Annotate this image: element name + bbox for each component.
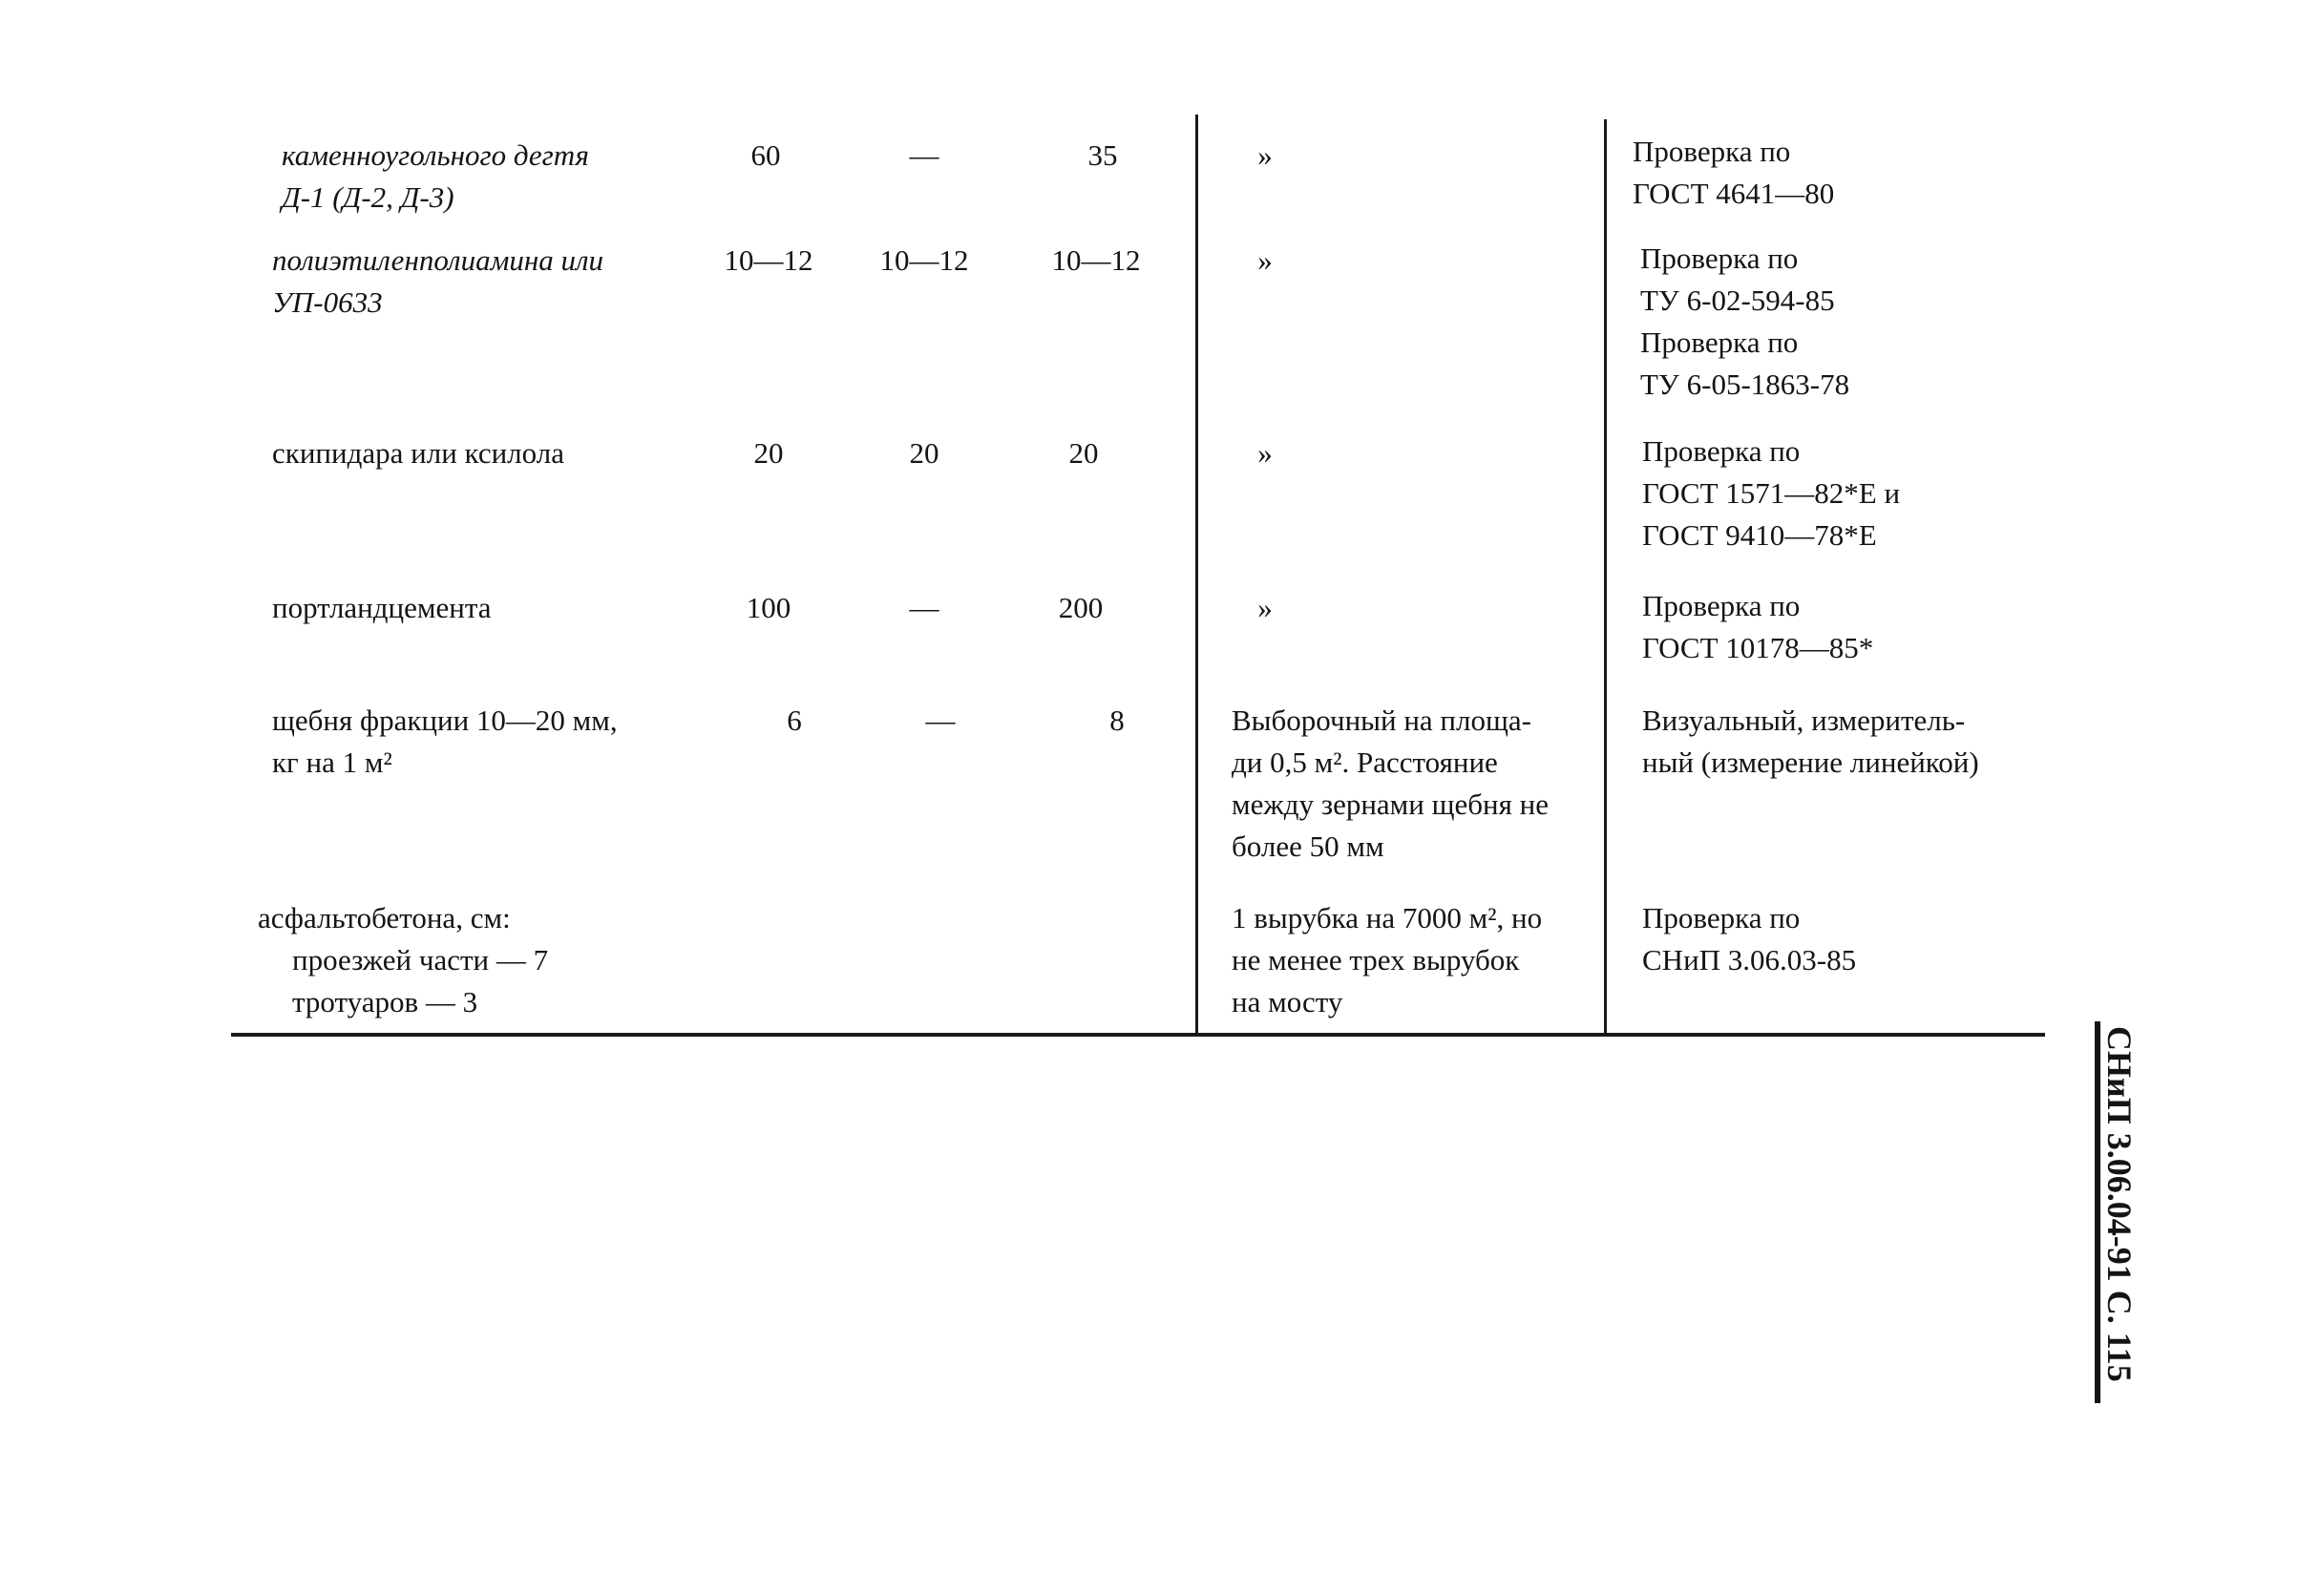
row-5-value-2: — <box>925 704 956 737</box>
row-4-control <box>1642 585 2062 669</box>
row-3-method-ditto: » <box>1257 436 1273 470</box>
row-5-method-line-4: более 50 мм <box>1232 830 1384 863</box>
row-6-method-line-3: на мосту <box>1232 985 1343 1018</box>
row-1-value-2: — <box>909 138 939 172</box>
row-3-control-line-1: Проверка по <box>1642 434 1801 468</box>
row-3-control-line-3: ГОСТ 9410—78*Е <box>1642 518 1877 552</box>
row-4-value-1: 100 <box>746 591 791 624</box>
row-2-control-line-4: ТУ 6-05-1863-78 <box>1640 368 1850 401</box>
row-3-name-line-1: скипидара или ксилола <box>272 436 564 470</box>
row-6-name <box>258 897 548 1023</box>
row-1-value-3: 35 <box>1087 138 1118 172</box>
row-1-method-ditto: » <box>1257 138 1273 172</box>
row-1-name <box>282 135 589 219</box>
row-5-method-line-3: между зернами щебня не <box>1232 788 1549 821</box>
row-4-value-2: — <box>909 591 939 624</box>
row-6-name-line-1: асфальтобетона, см: <box>258 901 511 934</box>
row-6-control-line-2: СНиП 3.06.03-85 <box>1642 943 1857 976</box>
row-2-name-line-1: полиэтиленполиамина или <box>272 243 603 277</box>
row-5-control <box>1642 700 2062 784</box>
row-2-value-1: 10—12 <box>724 243 813 277</box>
row-2-control-line-3: Проверка по <box>1640 326 1799 359</box>
row-6-control <box>1642 897 2062 981</box>
row-3-control <box>1642 430 2062 556</box>
row-2-control-line-2: ТУ 6-02-594-85 <box>1640 284 1835 317</box>
row-4-control-line-2: ГОСТ 10178—85* <box>1642 631 1874 664</box>
row-1-name-line-2: Д-1 (Д-2, Д-3) <box>282 180 454 214</box>
column-rule-control <box>1604 119 1607 1036</box>
row-5-control-line-1: Визуальный, измеритель- <box>1642 704 1966 737</box>
row-6-method-line-1: 1 вырубка на 7000 м², но <box>1232 901 1543 934</box>
row-5-control-line-2: ный (измерение линейкой) <box>1642 746 1979 779</box>
column-rule-method <box>1195 115 1198 1036</box>
row-6-name-line-3: тротуаров — 3 <box>292 985 478 1018</box>
row-5-name <box>272 700 618 784</box>
row-5-value-1: 6 <box>787 704 802 737</box>
row-1-control <box>1633 131 2053 215</box>
row-5-method <box>1232 700 1604 868</box>
row-1-value-1: 60 <box>750 138 781 172</box>
row-5-method-line-1: Выборочный на площа- <box>1232 704 1531 737</box>
row-5-value-3: 8 <box>1109 704 1125 737</box>
row-5-name-line-1: щебня фракции 10—20 мм, <box>272 704 618 737</box>
row-3-value-3: 20 <box>1068 436 1099 470</box>
row-4-method-ditto: » <box>1257 591 1273 624</box>
row-1-control-line-1: Проверка по <box>1633 135 1791 168</box>
table-bottom-rule <box>231 1033 2045 1037</box>
row-5-name-line-2: кг на 1 м² <box>272 746 392 779</box>
row-3-value-1: 20 <box>753 436 784 470</box>
row-2-control <box>1640 238 2060 406</box>
row-2-name-line-2: УП-0633 <box>272 285 383 319</box>
side-running-header: СНиП 3.06.04-91 С. 115 <box>2100 1026 2139 1382</box>
row-2-value-3: 10—12 <box>1051 243 1141 277</box>
row-2-method-ditto: » <box>1257 243 1273 277</box>
row-4-value-3: 200 <box>1058 591 1104 624</box>
row-3-value-2: 20 <box>909 436 939 470</box>
row-3-control-line-2: ГОСТ 1571—82*Е и <box>1642 476 1901 510</box>
row-3-name <box>272 432 564 474</box>
row-2-control-line-1: Проверка по <box>1640 242 1799 275</box>
row-6-method-line-2: не менее трех вырубок <box>1232 943 1520 976</box>
row-6-name-line-2: проезжей части — 7 <box>292 943 549 976</box>
row-2-name <box>272 240 603 324</box>
row-2-value-2: 10—12 <box>879 243 969 277</box>
row-6-method <box>1232 897 1604 1023</box>
row-4-name-line-1: портландцемента <box>272 591 492 624</box>
row-1-control-line-2: ГОСТ 4641—80 <box>1633 177 1835 210</box>
row-5-method-line-2: ди 0,5 м². Расстояние <box>1232 746 1498 779</box>
row-4-control-line-1: Проверка по <box>1642 589 1801 622</box>
row-1-name-line-1: каменноугольного дегтя <box>282 138 589 172</box>
row-4-name <box>272 587 492 629</box>
row-6-control-line-1: Проверка по <box>1642 901 1801 934</box>
